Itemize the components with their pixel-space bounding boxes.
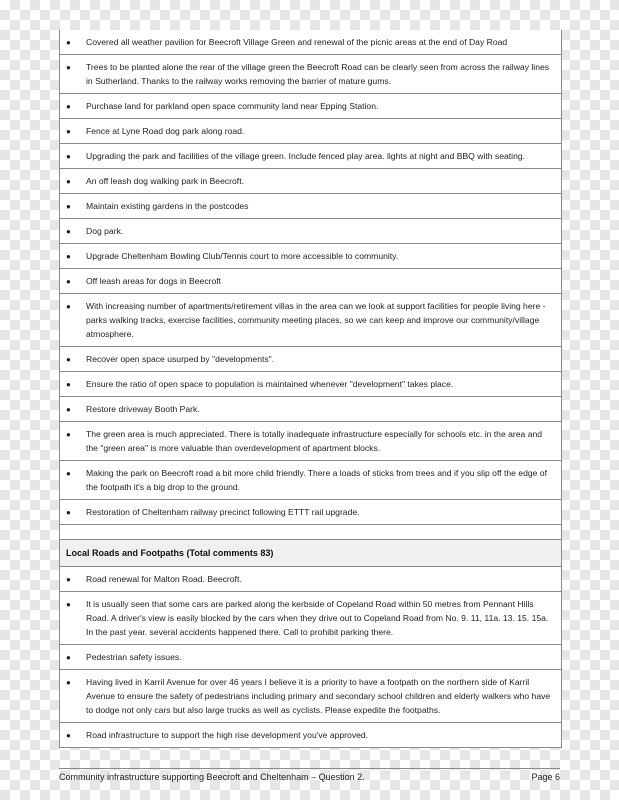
item-text: Maintain existing gardens in the postcodes bbox=[86, 201, 249, 211]
empty-row bbox=[60, 525, 561, 540]
item-text: Ensure the ratio of open space to population is maintained whenever "development" takes place. bbox=[86, 379, 454, 389]
list-item bbox=[60, 461, 561, 500]
item-text: Fence at Lyne Road dog park along road. bbox=[86, 126, 245, 136]
item-text: Trees to be planted alone the rear of the village green the Beecroft Road can be clearly seen from across the railway lines in Sutherland. Thanks to the railway works removing the barrier of mature gums. bbox=[86, 62, 550, 86]
item-text: Pedestrian safety issues. bbox=[86, 652, 182, 662]
list-item bbox=[60, 397, 561, 422]
bullet-icon: ● bbox=[66, 600, 71, 609]
page-number: Page 6 bbox=[531, 772, 560, 782]
bullet-icon: ● bbox=[66, 152, 71, 161]
list-item bbox=[60, 169, 561, 194]
bullet-icon: ● bbox=[66, 63, 71, 72]
list-item bbox=[60, 30, 561, 55]
list-item bbox=[60, 372, 561, 397]
item-text: Restoration of Cheltenham railway precinct following ETTT rail upgrade. bbox=[86, 507, 360, 517]
list-item bbox=[60, 645, 561, 670]
section-heading: Local Roads and Footpaths (Total comments 83) bbox=[60, 540, 561, 567]
item-text: Making the park on Beecroft road a bit more child friendly. There a loads of sticks from trees and if you slip off the edge of the footpath it's a big drop to the ground. bbox=[86, 468, 547, 492]
list-item bbox=[60, 670, 561, 723]
bullet-icon: ● bbox=[66, 302, 71, 311]
item-text: With increasing number of apartments/retirement villas in the area can we look at support facilities for people living here - parks walking tracks, exercise facilities, community meeting places, so we can keep and improve our community/village atmosphere. bbox=[86, 301, 546, 339]
list-item bbox=[60, 567, 561, 592]
list-item bbox=[60, 244, 561, 269]
bullet-icon: ● bbox=[66, 678, 71, 687]
bullet-icon: ● bbox=[66, 653, 71, 662]
bullet-icon: ● bbox=[66, 277, 71, 286]
item-text: Covered all weather pavilion for Beecroft Village Green and renewal of the picnic areas at the end of Day Road bbox=[86, 37, 508, 47]
bullet-icon: ● bbox=[66, 575, 71, 584]
bullet-icon: ● bbox=[66, 252, 71, 261]
page-footer bbox=[59, 768, 560, 782]
item-text: The green area is much appreciated. There is totally inadequate infrastructure especially for schools etc. in the area and the "green area" is more valuable than overdevelopment of apartment blocks. bbox=[86, 429, 543, 453]
document-table bbox=[59, 30, 562, 748]
section-1-list bbox=[60, 30, 561, 540]
item-text: Road renewal for Malton Road. Beecroft. bbox=[86, 574, 242, 584]
bullet-icon: ● bbox=[66, 102, 71, 111]
bullet-icon: ● bbox=[66, 202, 71, 211]
item-text: Dog park. bbox=[86, 226, 124, 236]
bullet-icon: ● bbox=[66, 227, 71, 236]
bullet-icon: ● bbox=[66, 430, 71, 439]
bullet-icon: ● bbox=[66, 405, 71, 414]
list-item bbox=[60, 347, 561, 372]
bullet-icon: ● bbox=[66, 380, 71, 389]
list-item bbox=[60, 723, 561, 748]
list-item bbox=[60, 269, 561, 294]
item-text: Recover open space usurped by "developments". bbox=[86, 354, 275, 364]
bullet-icon: ● bbox=[66, 508, 71, 517]
list-item bbox=[60, 94, 561, 119]
bullet-icon: ● bbox=[66, 469, 71, 478]
item-text: Having lived in Karril Avenue for over 46 years I believe it is a priority to have a footpath on the northern side of Karril Avenue to ensure the safety of pedestrians including primary and secondary school children and elderly walkers who have to dodge not only cars but also large trucks as well as cyclists. Please expedite the footpaths. bbox=[86, 677, 551, 715]
list-item bbox=[60, 119, 561, 144]
list-item bbox=[60, 422, 561, 461]
section-2-list bbox=[60, 567, 561, 748]
list-item bbox=[60, 219, 561, 244]
list-item bbox=[60, 592, 561, 645]
list-item bbox=[60, 55, 561, 94]
item-text: Restore driveway Booth Park. bbox=[86, 404, 200, 414]
bullet-icon: ● bbox=[66, 355, 71, 364]
item-text: Off leash areas for dogs in Beecroft bbox=[86, 276, 222, 286]
list-item bbox=[60, 194, 561, 219]
list-item bbox=[60, 500, 561, 525]
item-text: Upgrading the park and facilities of the village green. Include fenced play area. lights at night and BBQ with seating. bbox=[86, 151, 526, 161]
bullet-icon: ● bbox=[66, 731, 71, 740]
item-text: Road infrastructure to support the high rise development you've approved. bbox=[86, 730, 369, 740]
list-item bbox=[60, 144, 561, 169]
bullet-icon: ● bbox=[66, 177, 71, 186]
bullet-icon: ● bbox=[66, 127, 71, 136]
bullet-icon: ● bbox=[66, 38, 71, 47]
item-text: Purchase land for parkland open space community land near Epping Station. bbox=[86, 101, 379, 111]
item-text: Upgrade Cheltenham Bowling Club/Tennis court to more accessible to community. bbox=[86, 251, 399, 261]
footer-title: Community infrastructure supporting Beecroft and Cheltenham – Question 2. bbox=[59, 772, 365, 782]
list-item bbox=[60, 294, 561, 347]
item-text: An off leash dog walking park in Beecroft. bbox=[86, 176, 244, 186]
item-text: It is usually seen that some cars are parked along the kerbside of Copeland Road within 50 metres from Pennant Hills Road. A driver's view is easily blocked by the cars when they drive out to Copeland Road from No. 9. 11, 11a. 13. 15. 15a. In the past year. several accidents happened there. Call to prohibit parking there. bbox=[86, 599, 549, 637]
